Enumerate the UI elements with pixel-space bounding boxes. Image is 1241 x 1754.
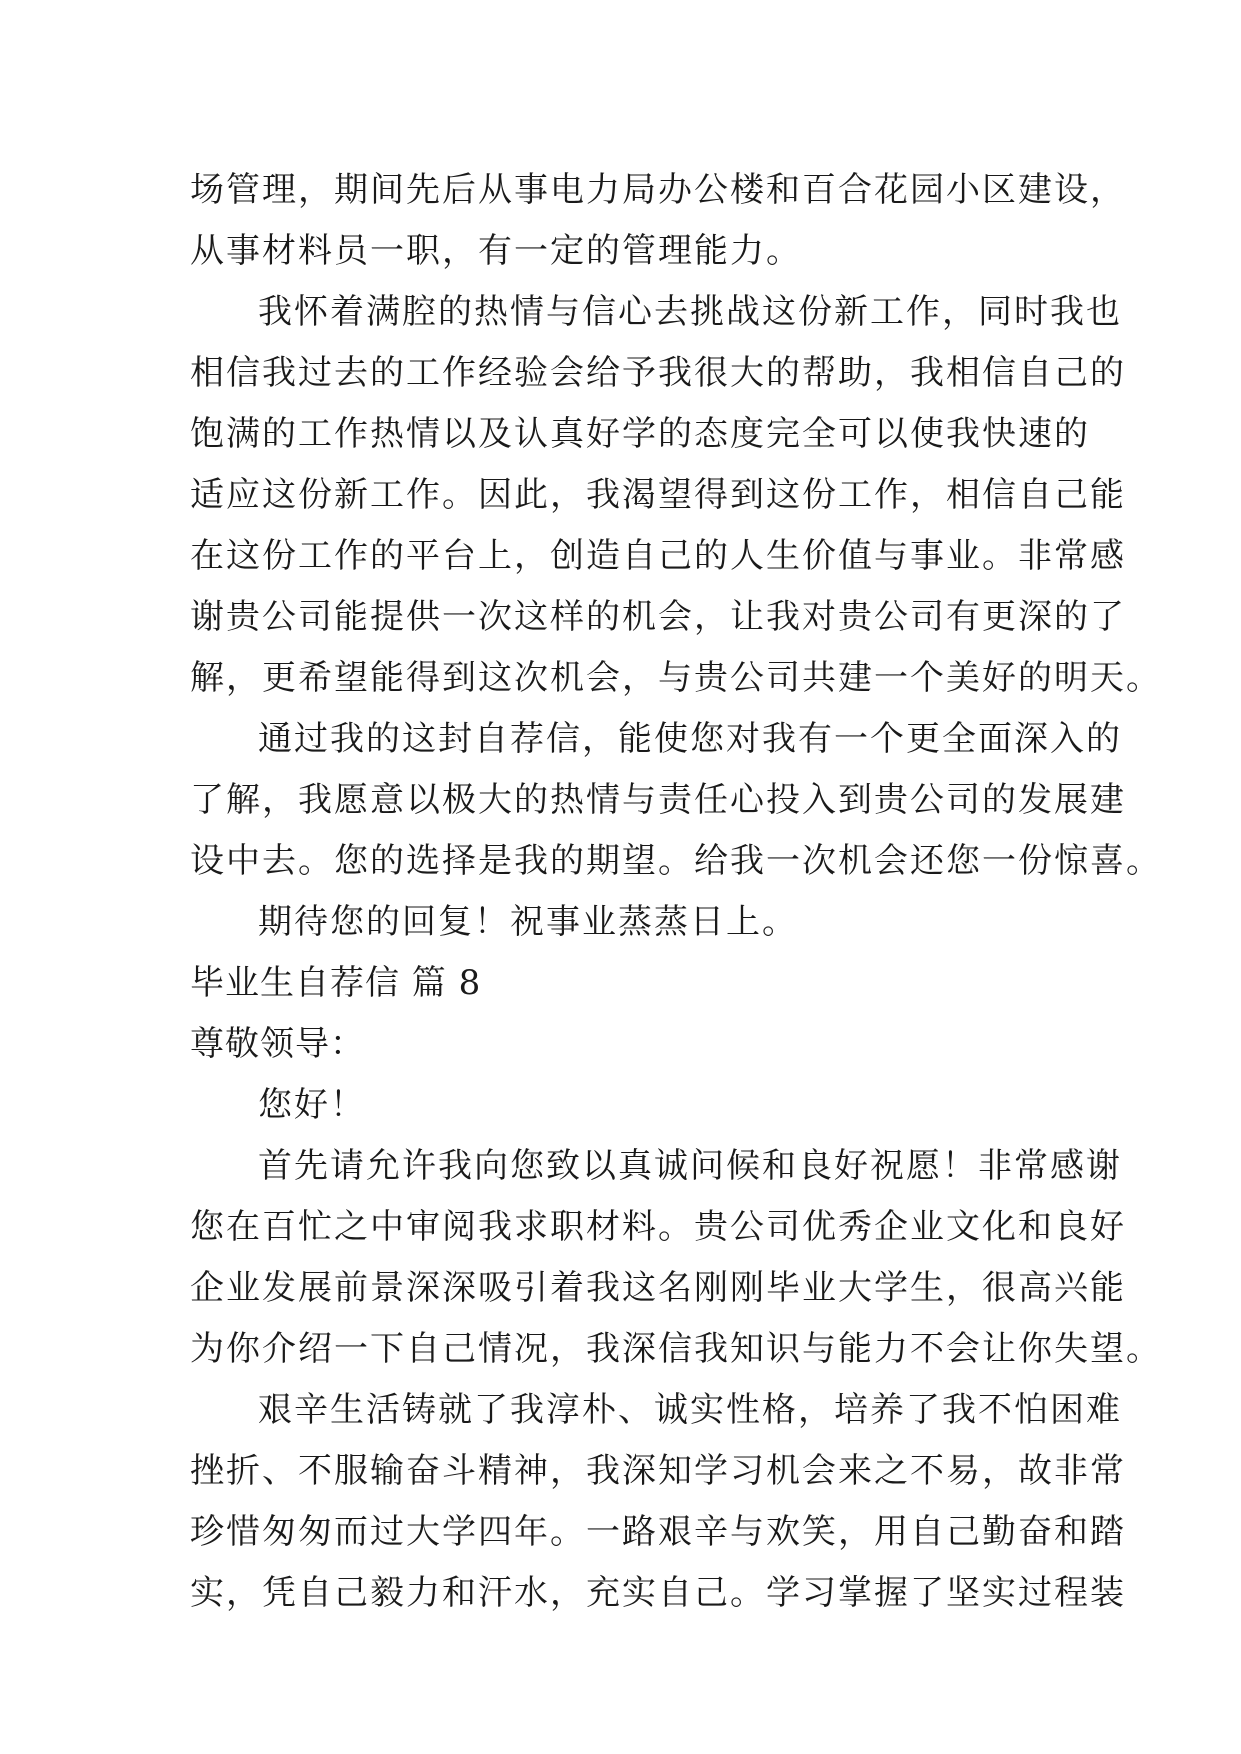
body-line-10: 通过我的这封自荐信，能使您对我有一个更全面深入的 (258, 719, 1122, 759)
body-line-4: 相信我过去的工作经验会给予我很大的帮助，我相信自己的 (190, 353, 1126, 393)
body-line-7: 在这份工作的平台上，创造自己的人生价值与事业。非常感 (190, 536, 1126, 576)
body-line-22: 挫折、不服输奋斗精神，我深知学习机会来之不易，故非常 (190, 1451, 1126, 1491)
document-body (190, 160, 1162, 1624)
body-line-13: 期待您的回复！祝事业蒸蒸日上。 (258, 902, 798, 942)
body-line-23: 珍惜匆匆而过大学四年。一路艰辛与欢笑，用自己勤奋和踏 (190, 1512, 1126, 1552)
greeting: 您好！ (258, 1085, 366, 1125)
body-line-17: 首先请允许我向您致以真诚问候和良好祝愿！非常感谢 (258, 1146, 1122, 1186)
body-line-3: 我怀着满腔的热情与信心去挑战这份新工作，同时我也 (258, 292, 1122, 332)
body-line-5: 饱满的工作热情以及认真好学的态度完全可以使我快速的 (190, 414, 1090, 454)
body-line-12: 设中去。您的选择是我的期望。给我一次机会还您一份惊喜。 (190, 841, 1162, 881)
section-heading: 毕业生自荐信 篇 8 (190, 963, 482, 1003)
body-line-2: 从事材料员一职，有一定的管理能力。 (190, 231, 802, 271)
body-line-18: 您在百忙之中审阅我求职材料。贵公司优秀企业文化和良好 (190, 1207, 1126, 1247)
salutation: 尊敬领导： (190, 1024, 365, 1064)
body-line-11: 了解，我愿意以极大的热情与责任心投入到贵公司的发展建 (190, 780, 1126, 820)
body-line-8: 谢贵公司能提供一次这样的机会，让我对贵公司有更深的了 (190, 597, 1126, 637)
body-line-21: 艰辛生活铸就了我淳朴、诚实性格，培养了我不怕困难 (258, 1390, 1122, 1430)
body-line-24: 实，凭自己毅力和汗水，充实自己。学习掌握了坚实过程装 (190, 1573, 1126, 1613)
body-line-1: 场管理，期间先后从事电力局办公楼和百合花园小区建设， (190, 170, 1126, 210)
body-line-9: 解，更希望能得到这次机会，与贵公司共建一个美好的明天。 (190, 658, 1162, 698)
body-line-6: 适应这份新工作。因此，我渴望得到这份工作，相信自己能 (190, 475, 1126, 515)
body-line-19: 企业发展前景深深吸引着我这名刚刚毕业大学生，很高兴能 (190, 1268, 1126, 1308)
body-line-20: 为你介绍一下自己情况，我深信我知识与能力不会让你失望。 (190, 1329, 1162, 1369)
